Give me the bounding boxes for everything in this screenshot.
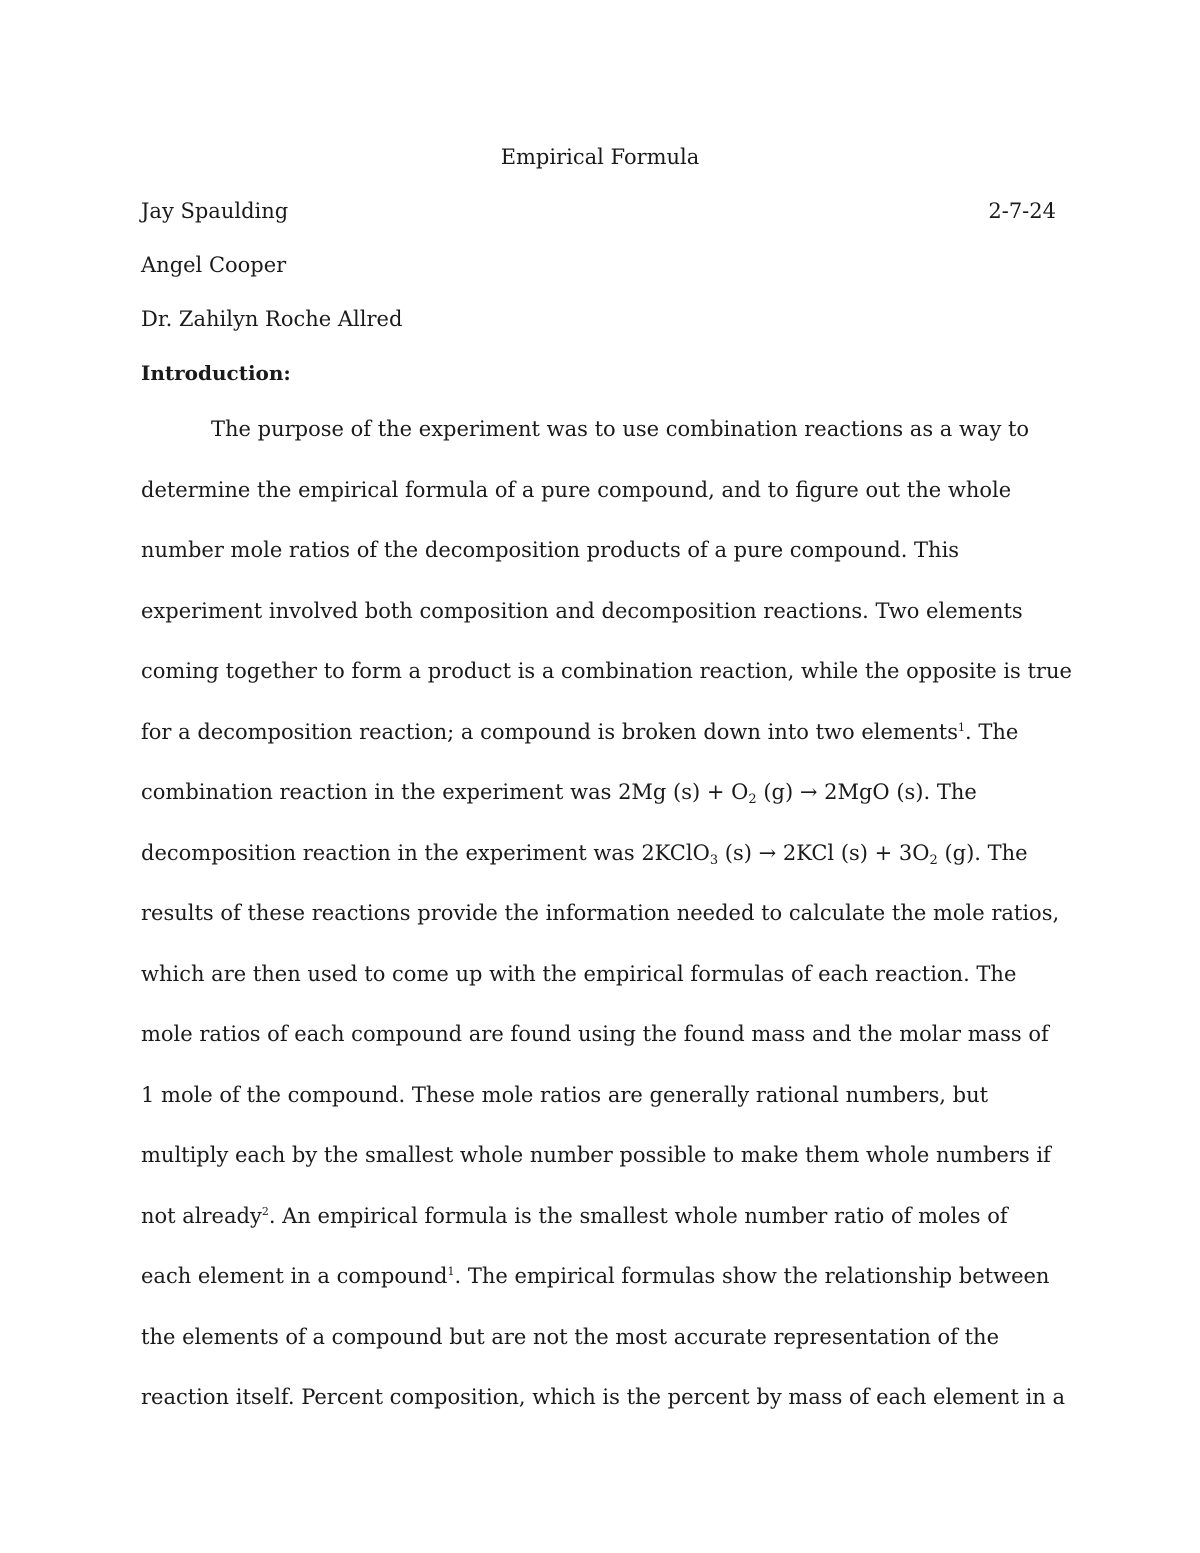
paragraph-line xyxy=(141,959,1016,989)
author-line-2 xyxy=(141,251,1056,279)
author-name: Angel Cooper xyxy=(141,253,287,277)
paragraph-line xyxy=(141,1382,1065,1412)
text-run: (g) → 2MgO (s). The xyxy=(756,780,977,804)
superscript-citation: 1 xyxy=(957,721,965,734)
paragraph-line xyxy=(141,1019,1049,1049)
paragraph-line xyxy=(141,656,1072,686)
text-run: not already xyxy=(141,1204,262,1228)
text-run: reaction itself. Percent composition, which is the percent by mass of each element in a xyxy=(141,1385,1066,1409)
superscript-citation: 1 xyxy=(447,1265,455,1278)
paragraph-line xyxy=(141,596,1023,626)
subscript: 2 xyxy=(929,853,938,868)
paragraph-line xyxy=(141,1201,1008,1231)
paragraph-line xyxy=(141,475,1011,505)
text-run: which are then used to come up with the empirical formulas of each reaction. The xyxy=(141,962,1017,986)
text-run: . An empirical formula is the smallest whole number ratio of moles of xyxy=(268,1204,1008,1228)
text-run: determine the empirical formula of a pure compound, and to figure out the whole xyxy=(141,478,1012,502)
author-line-1 xyxy=(141,197,1056,225)
section-heading: Introduction: xyxy=(141,361,291,385)
text-run: . The xyxy=(964,720,1019,744)
document-date: 2-7-24 xyxy=(988,199,1056,223)
text-run: . The empirical formulas show the relationship between xyxy=(454,1264,1050,1288)
paragraph-line xyxy=(141,1140,1051,1170)
text-run: (s) → 2KCl (s) + 3O xyxy=(718,841,930,865)
text-run: decomposition reaction in the experiment was 2KClO xyxy=(141,841,710,865)
text-run: results of these reactions provide the information needed to calculate the mole ratios, xyxy=(141,901,1060,925)
instructor-line xyxy=(141,305,1056,333)
superscript-citation: 2 xyxy=(261,1205,269,1218)
author-name: Jay Spaulding xyxy=(141,199,289,223)
text-run: 1 mole of the compound. These mole ratios are generally rational numbers, but xyxy=(141,1083,989,1107)
text-run: combination reaction in the experiment was 2Mg (s) + O xyxy=(141,780,749,804)
paragraph-line xyxy=(211,414,1029,444)
text-run: for a decomposition reaction; a compound is broken down into two elements xyxy=(141,720,958,744)
text-run: multiply each by the smallest whole number possible to make them whole numbers if xyxy=(141,1143,1051,1167)
instructor-name: Dr. Zahilyn Roche Allred xyxy=(141,307,403,331)
paragraph-line xyxy=(141,1322,999,1352)
text-run: each element in a compound xyxy=(141,1264,448,1288)
paragraph-line xyxy=(141,1261,1049,1291)
paragraph-line xyxy=(141,838,1028,868)
subscript: 3 xyxy=(709,853,719,868)
paragraph-line xyxy=(141,535,959,565)
text-run: experiment involved both composition and decomposition reactions. Two elements xyxy=(141,599,1023,623)
paragraph-line xyxy=(141,777,977,807)
text-run: coming together to form a product is a combination reaction, while the opposite is true xyxy=(141,659,1072,683)
text-run: (g). The xyxy=(937,841,1028,865)
document-title: Empirical Formula xyxy=(500,145,700,169)
paragraph-line xyxy=(141,717,1018,747)
subscript: 2 xyxy=(748,792,757,807)
text-run: number mole ratios of the decomposition products of a pure compound. This xyxy=(141,538,960,562)
text-run: mole ratios of each compound are found using the found mass and the molar mass of xyxy=(141,1022,1049,1046)
paragraph-line xyxy=(141,898,1059,928)
text-run: the elements of a compound but are not the most accurate representation of the xyxy=(141,1325,1000,1349)
text-run: The purpose of the experiment was to use combination reactions as a way to xyxy=(211,417,1030,441)
paragraph-line xyxy=(141,1080,988,1110)
